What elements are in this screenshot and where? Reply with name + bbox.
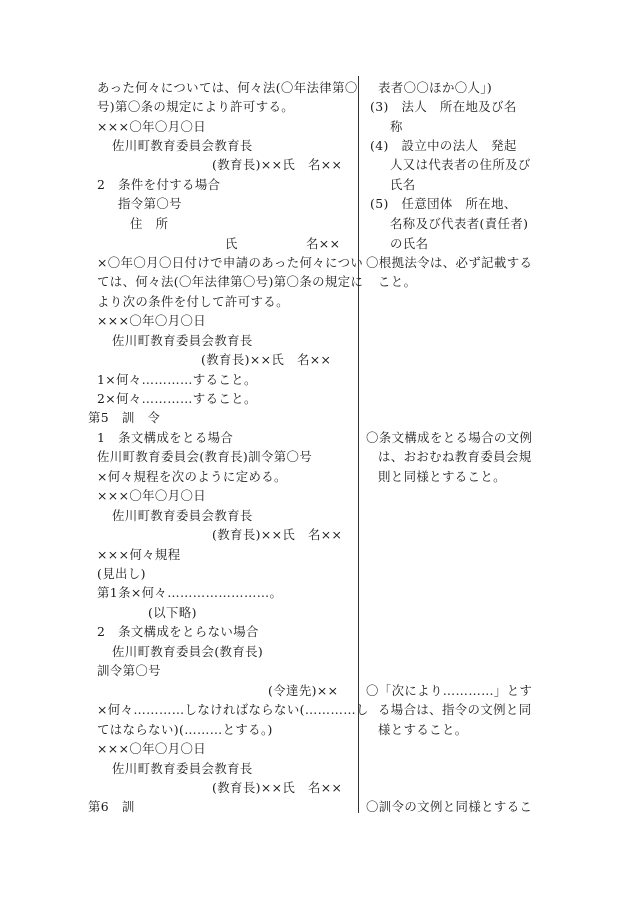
text-line: ×何々…………しなければならない(…………し <box>97 702 369 717</box>
date-line: ×××〇年〇月〇日 <box>97 488 207 503</box>
text-line: 指令第〇号 <box>118 196 182 211</box>
note-line: (4) 設立中の法人 発起 <box>370 138 517 153</box>
text-line: ×〇年〇月〇日付けで申請のあった何々につい <box>97 255 364 270</box>
note-line: 称 <box>390 119 403 134</box>
list-item: 1×何々…………すること。 <box>97 372 257 387</box>
note-line: 人又は代表者の住所及び <box>390 157 531 172</box>
note-line: 表者〇〇ほか〇人」) <box>378 80 493 95</box>
text-line: 訓令第〇号 <box>97 663 161 678</box>
text-line: (令達先)×× <box>268 683 339 698</box>
note-line: 名称及び代表者(責任者) <box>390 216 529 231</box>
note-line: 〇「次により…………」とす <box>366 683 533 698</box>
issuer-line: 佐川町教育委員会教育長 <box>112 761 253 776</box>
note-line: 氏名 <box>390 177 416 192</box>
signature-line: (教育長)××氏 名×× <box>212 780 343 795</box>
text-line: より次の条件を付して許可する。 <box>97 294 289 309</box>
section-heading: 2 条件を付する場合 <box>97 177 221 192</box>
text-line: 名×× <box>306 236 341 251</box>
signature-line: (教育長)××氏 名×× <box>212 527 343 542</box>
date-line: ×××〇年〇月〇日 <box>97 741 207 756</box>
section-heading: 1 条文構成をとる場合 <box>97 430 234 445</box>
date-line: ×××〇年〇月〇日 <box>97 119 207 134</box>
text-line: ては、何々法(〇年法律第〇号)第〇条の規定に <box>97 274 364 289</box>
signature-line: (教育長)××氏 名×× <box>201 352 332 367</box>
text-line: ×何々規程を次のように定める。 <box>97 469 287 484</box>
note-line: は、おおむね教育委員会規 <box>378 449 532 464</box>
chapter-heading: 第5 訓 令 <box>88 410 161 425</box>
list-item: 2×何々…………すること。 <box>97 391 257 406</box>
issuer-line: 佐川町教育委員会教育長 <box>112 138 253 153</box>
chapter-heading: 第6 訓 <box>88 799 135 814</box>
signature-line: (教育長)××氏 名×× <box>212 157 343 172</box>
note-line: こと。 <box>378 274 417 289</box>
note-line: 〇根拠法令は、必ず記載する <box>366 255 533 270</box>
text-line: あった何々については、何々法(〇年法律第〇 <box>97 80 358 95</box>
text-line: てはならない)(………とする。) <box>97 722 273 737</box>
note-line: (3) 法人 所在地及び名 <box>370 99 517 114</box>
note-line: 〇訓令の文例と同様とするこ <box>366 799 533 814</box>
text-line: 佐川町教育委員会(教育長)訓令第〇号 <box>97 449 313 464</box>
note-line: 〇条文構成をとる場合の文例 <box>366 430 533 445</box>
issuer-line: 佐川町教育委員会教育長 <box>112 508 253 523</box>
issuer-line: 佐川町教育委員会教育長 <box>112 333 253 348</box>
note-line: 則と同様とすること。 <box>378 469 506 484</box>
date-line: ×××〇年〇月〇日 <box>97 313 207 328</box>
text-line: (以下略) <box>148 605 197 620</box>
text-line: (見出し) <box>97 566 146 581</box>
text-line: 佐川町教育委員会(教育長) <box>112 644 264 659</box>
text-line: 第1条×何々……………………。 <box>97 585 283 600</box>
text-line: 号)第〇条の規定により許可する。 <box>97 99 295 114</box>
note-line: る場合は、指令の文例と同 <box>378 702 532 717</box>
note-line: (5) 任意団体 所在地、 <box>370 196 517 211</box>
text-line: 氏 <box>225 236 238 251</box>
note-line: の氏名 <box>390 236 429 251</box>
section-heading: 2 条文構成をとらない場合 <box>97 624 259 639</box>
text-line: 住 所 <box>130 216 169 231</box>
text-line: ×××何々規程 <box>97 547 181 562</box>
note-line: 様とすること。 <box>378 722 468 737</box>
